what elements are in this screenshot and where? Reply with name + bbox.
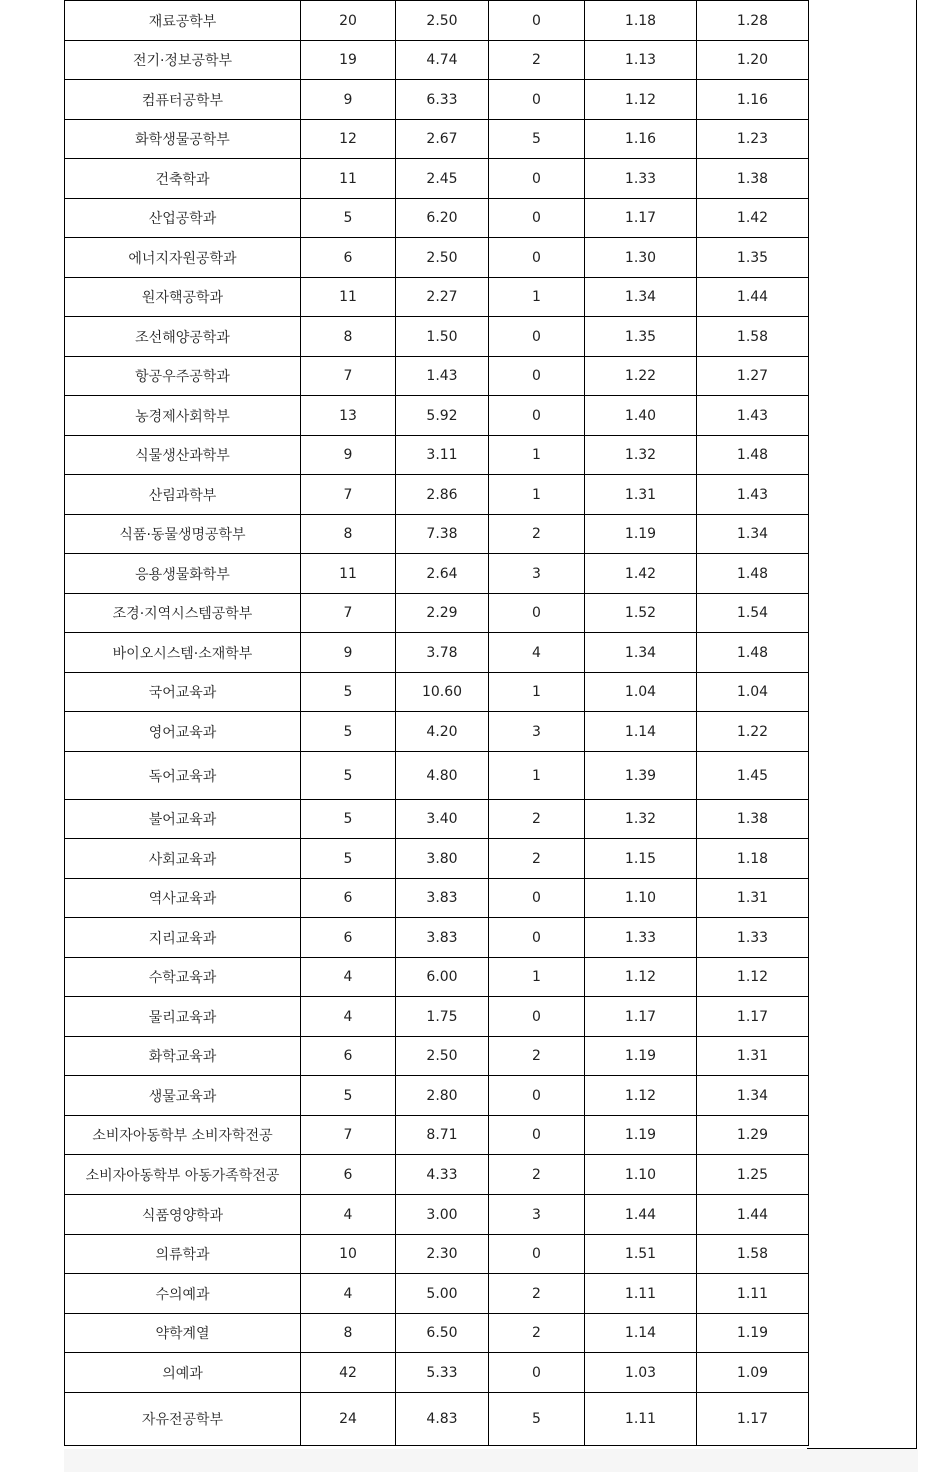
cutoff-grade-cell: 1.44 xyxy=(697,1195,809,1235)
competition-ratio-cell: 4.83 xyxy=(396,1393,489,1446)
department-cell: 조경·지역시스템공학부 xyxy=(65,594,301,633)
quota-cell: 20 xyxy=(301,1,396,41)
quota-cell: 9 xyxy=(301,633,396,673)
table-row xyxy=(65,1116,809,1155)
table-row xyxy=(65,839,809,879)
department-cell: 바이오시스템·소재학부 xyxy=(65,633,301,673)
cutoff-grade-cell: 1.58 xyxy=(697,317,809,357)
additional-pass-cell: 2 xyxy=(489,1155,585,1195)
quota-cell: 5 xyxy=(301,752,396,800)
quota-cell: 5 xyxy=(301,1076,396,1116)
table-row xyxy=(65,752,809,800)
additional-pass-cell: 0 xyxy=(489,317,585,357)
additional-pass-cell: 0 xyxy=(489,357,585,396)
admission-results-table xyxy=(64,0,809,1446)
department-cell: 산업공학과 xyxy=(65,199,301,238)
department-cell: 의예과 xyxy=(65,1353,301,1393)
average-grade-cell: 1.51 xyxy=(585,1235,697,1274)
additional-pass-cell: 5 xyxy=(489,1393,585,1446)
department-cell: 화학생물공학부 xyxy=(65,120,301,159)
average-grade-cell: 1.19 xyxy=(585,1116,697,1155)
table-row xyxy=(65,199,809,238)
table-row xyxy=(65,120,809,159)
average-grade-cell: 1.12 xyxy=(585,80,697,120)
department-cell: 재료공학부 xyxy=(65,1,301,41)
frame-right-border xyxy=(916,0,917,1449)
cutoff-grade-cell: 1.42 xyxy=(697,199,809,238)
department-cell: 역사교육과 xyxy=(65,879,301,918)
cutoff-grade-cell: 1.31 xyxy=(697,1037,809,1076)
average-grade-cell: 1.16 xyxy=(585,120,697,159)
average-grade-cell: 1.34 xyxy=(585,278,697,317)
cutoff-grade-cell: 1.45 xyxy=(697,752,809,800)
cutoff-grade-cell: 1.44 xyxy=(697,278,809,317)
additional-pass-cell: 2 xyxy=(489,839,585,879)
quota-cell: 10 xyxy=(301,1235,396,1274)
table-row xyxy=(65,436,809,475)
average-grade-cell: 1.35 xyxy=(585,317,697,357)
additional-pass-cell: 3 xyxy=(489,554,585,594)
quota-cell: 8 xyxy=(301,317,396,357)
competition-ratio-cell: 4.33 xyxy=(396,1155,489,1195)
cutoff-grade-cell: 1.48 xyxy=(697,633,809,673)
department-cell: 의류학과 xyxy=(65,1235,301,1274)
table-row xyxy=(65,958,809,997)
competition-ratio-cell: 3.83 xyxy=(396,879,489,918)
average-grade-cell: 1.44 xyxy=(585,1195,697,1235)
quota-cell: 5 xyxy=(301,839,396,879)
table-row xyxy=(65,1314,809,1353)
quota-cell: 8 xyxy=(301,515,396,554)
quota-cell: 7 xyxy=(301,357,396,396)
competition-ratio-cell: 2.50 xyxy=(396,1037,489,1076)
quota-cell: 6 xyxy=(301,1037,396,1076)
department-cell: 건축학과 xyxy=(65,159,301,199)
department-cell: 전기·정보공학부 xyxy=(65,41,301,80)
table-row xyxy=(65,396,809,436)
table-row xyxy=(65,633,809,673)
additional-pass-cell: 0 xyxy=(489,199,585,238)
competition-ratio-cell: 2.45 xyxy=(396,159,489,199)
department-cell: 국어교육과 xyxy=(65,673,301,712)
department-cell: 식품영양학과 xyxy=(65,1195,301,1235)
quota-cell: 11 xyxy=(301,554,396,594)
department-cell: 농경제사회학부 xyxy=(65,396,301,436)
quota-cell: 5 xyxy=(301,673,396,712)
average-grade-cell: 1.04 xyxy=(585,673,697,712)
competition-ratio-cell: 3.11 xyxy=(396,436,489,475)
quota-cell: 24 xyxy=(301,1393,396,1446)
table-row xyxy=(65,673,809,712)
quota-cell: 4 xyxy=(301,1195,396,1235)
competition-ratio-cell: 5.92 xyxy=(396,396,489,436)
competition-ratio-cell: 4.74 xyxy=(396,41,489,80)
average-grade-cell: 1.32 xyxy=(585,436,697,475)
average-grade-cell: 1.17 xyxy=(585,997,697,1037)
quota-cell: 42 xyxy=(301,1353,396,1393)
table-row xyxy=(65,1195,809,1235)
cutoff-grade-cell: 1.43 xyxy=(697,396,809,436)
average-grade-cell: 1.19 xyxy=(585,1037,697,1076)
cutoff-grade-cell: 1.18 xyxy=(697,839,809,879)
average-grade-cell: 1.17 xyxy=(585,199,697,238)
competition-ratio-cell: 2.80 xyxy=(396,1076,489,1116)
average-grade-cell: 1.19 xyxy=(585,515,697,554)
table-row xyxy=(65,475,809,515)
table-row xyxy=(65,712,809,752)
table-row xyxy=(65,1274,809,1314)
department-cell: 소비자아동학부 소비자학전공 xyxy=(65,1116,301,1155)
cutoff-grade-cell: 1.31 xyxy=(697,879,809,918)
department-cell: 영어교육과 xyxy=(65,712,301,752)
department-cell: 화학교육과 xyxy=(65,1037,301,1076)
table-row xyxy=(65,879,809,918)
average-grade-cell: 1.13 xyxy=(585,41,697,80)
competition-ratio-cell: 1.50 xyxy=(396,317,489,357)
additional-pass-cell: 2 xyxy=(489,1314,585,1353)
quota-cell: 9 xyxy=(301,80,396,120)
department-cell: 원자핵공학과 xyxy=(65,278,301,317)
additional-pass-cell: 0 xyxy=(489,918,585,958)
department-cell: 독어교육과 xyxy=(65,752,301,800)
quota-cell: 19 xyxy=(301,41,396,80)
additional-pass-cell: 0 xyxy=(489,1353,585,1393)
competition-ratio-cell: 5.00 xyxy=(396,1274,489,1314)
cutoff-grade-cell: 1.43 xyxy=(697,475,809,515)
additional-pass-cell: 0 xyxy=(489,80,585,120)
additional-pass-cell: 0 xyxy=(489,159,585,199)
competition-ratio-cell: 8.71 xyxy=(396,1116,489,1155)
average-grade-cell: 1.22 xyxy=(585,357,697,396)
cutoff-grade-cell: 1.11 xyxy=(697,1274,809,1314)
average-grade-cell: 1.12 xyxy=(585,958,697,997)
cutoff-grade-cell: 1.33 xyxy=(697,918,809,958)
table-row xyxy=(65,918,809,958)
additional-pass-cell: 1 xyxy=(489,673,585,712)
department-cell: 조선해양공학과 xyxy=(65,317,301,357)
additional-pass-cell: 1 xyxy=(489,475,585,515)
additional-pass-cell: 1 xyxy=(489,752,585,800)
additional-pass-cell: 2 xyxy=(489,41,585,80)
table-row xyxy=(65,594,809,633)
competition-ratio-cell: 3.80 xyxy=(396,839,489,879)
competition-ratio-cell: 3.00 xyxy=(396,1195,489,1235)
quota-cell: 12 xyxy=(301,120,396,159)
average-grade-cell: 1.42 xyxy=(585,554,697,594)
department-cell: 식물생산과학부 xyxy=(65,436,301,475)
additional-pass-cell: 1 xyxy=(489,436,585,475)
quota-cell: 11 xyxy=(301,278,396,317)
quota-cell: 7 xyxy=(301,475,396,515)
competition-ratio-cell: 4.20 xyxy=(396,712,489,752)
quota-cell: 6 xyxy=(301,879,396,918)
additional-pass-cell: 5 xyxy=(489,120,585,159)
department-cell: 물리교육과 xyxy=(65,997,301,1037)
cutoff-grade-cell: 1.48 xyxy=(697,554,809,594)
cutoff-grade-cell: 1.19 xyxy=(697,1314,809,1353)
department-cell: 지리교육과 xyxy=(65,918,301,958)
quota-cell: 8 xyxy=(301,1314,396,1353)
additional-pass-cell: 3 xyxy=(489,1195,585,1235)
competition-ratio-cell: 2.64 xyxy=(396,554,489,594)
additional-pass-cell: 0 xyxy=(489,1235,585,1274)
cutoff-grade-cell: 1.04 xyxy=(697,673,809,712)
table-row xyxy=(65,1076,809,1116)
department-cell: 약학계열 xyxy=(65,1314,301,1353)
competition-ratio-cell: 7.38 xyxy=(396,515,489,554)
average-grade-cell: 1.30 xyxy=(585,238,697,278)
additional-pass-cell: 0 xyxy=(489,396,585,436)
competition-ratio-cell: 2.27 xyxy=(396,278,489,317)
additional-pass-cell: 3 xyxy=(489,712,585,752)
competition-ratio-cell: 2.50 xyxy=(396,1,489,41)
department-cell: 에너지자원공학과 xyxy=(65,238,301,278)
competition-ratio-cell: 4.80 xyxy=(396,752,489,800)
bottom-margin xyxy=(64,1449,918,1472)
average-grade-cell: 1.33 xyxy=(585,918,697,958)
competition-ratio-cell: 2.50 xyxy=(396,238,489,278)
average-grade-cell: 1.15 xyxy=(585,839,697,879)
competition-ratio-cell: 1.75 xyxy=(396,997,489,1037)
average-grade-cell: 1.14 xyxy=(585,712,697,752)
department-cell: 산림과학부 xyxy=(65,475,301,515)
table-row xyxy=(65,278,809,317)
department-cell: 사회교육과 xyxy=(65,839,301,879)
quota-cell: 6 xyxy=(301,918,396,958)
department-cell: 생물교육과 xyxy=(65,1076,301,1116)
competition-ratio-cell: 3.83 xyxy=(396,918,489,958)
average-grade-cell: 1.39 xyxy=(585,752,697,800)
cutoff-grade-cell: 1.25 xyxy=(697,1155,809,1195)
department-cell: 수학교육과 xyxy=(65,958,301,997)
additional-pass-cell: 0 xyxy=(489,879,585,918)
cutoff-grade-cell: 1.48 xyxy=(697,436,809,475)
table-row xyxy=(65,80,809,120)
competition-ratio-cell: 6.50 xyxy=(396,1314,489,1353)
additional-pass-cell: 2 xyxy=(489,1274,585,1314)
cutoff-grade-cell: 1.34 xyxy=(697,1076,809,1116)
quota-cell: 4 xyxy=(301,997,396,1037)
table-row xyxy=(65,238,809,278)
quota-cell: 5 xyxy=(301,199,396,238)
cutoff-grade-cell: 1.17 xyxy=(697,997,809,1037)
table-row xyxy=(65,41,809,80)
quota-cell: 6 xyxy=(301,1155,396,1195)
additional-pass-cell: 2 xyxy=(489,515,585,554)
competition-ratio-cell: 5.33 xyxy=(396,1353,489,1393)
average-grade-cell: 1.10 xyxy=(585,879,697,918)
cutoff-grade-cell: 1.35 xyxy=(697,238,809,278)
cutoff-grade-cell: 1.38 xyxy=(697,800,809,839)
quota-cell: 9 xyxy=(301,436,396,475)
quota-cell: 4 xyxy=(301,1274,396,1314)
table-row xyxy=(65,357,809,396)
cutoff-grade-cell: 1.28 xyxy=(697,1,809,41)
table-row xyxy=(65,1037,809,1076)
competition-ratio-cell: 3.78 xyxy=(396,633,489,673)
average-grade-cell: 1.11 xyxy=(585,1393,697,1446)
average-grade-cell: 1.14 xyxy=(585,1314,697,1353)
average-grade-cell: 1.12 xyxy=(585,1076,697,1116)
additional-pass-cell: 4 xyxy=(489,633,585,673)
competition-ratio-cell: 3.40 xyxy=(396,800,489,839)
quota-cell: 13 xyxy=(301,396,396,436)
table-body xyxy=(65,1,809,1446)
department-cell: 소비자아동학부 아동가족학전공 xyxy=(65,1155,301,1195)
department-cell: 컴퓨터공학부 xyxy=(65,80,301,120)
average-grade-cell: 1.11 xyxy=(585,1274,697,1314)
quota-cell: 7 xyxy=(301,594,396,633)
department-cell: 불어교육과 xyxy=(65,800,301,839)
quota-cell: 5 xyxy=(301,800,396,839)
additional-pass-cell: 2 xyxy=(489,1037,585,1076)
competition-ratio-cell: 6.33 xyxy=(396,80,489,120)
cutoff-grade-cell: 1.38 xyxy=(697,159,809,199)
table-row xyxy=(65,1,809,41)
cutoff-grade-cell: 1.22 xyxy=(697,712,809,752)
cutoff-grade-cell: 1.58 xyxy=(697,1235,809,1274)
cutoff-grade-cell: 1.54 xyxy=(697,594,809,633)
average-grade-cell: 1.18 xyxy=(585,1,697,41)
additional-pass-cell: 0 xyxy=(489,997,585,1037)
cutoff-grade-cell: 1.23 xyxy=(697,120,809,159)
department-cell: 자유전공학부 xyxy=(65,1393,301,1446)
cutoff-grade-cell: 1.17 xyxy=(697,1393,809,1446)
table-row xyxy=(65,1155,809,1195)
average-grade-cell: 1.32 xyxy=(585,800,697,839)
cutoff-grade-cell: 1.20 xyxy=(697,41,809,80)
competition-ratio-cell: 2.67 xyxy=(396,120,489,159)
cutoff-grade-cell: 1.27 xyxy=(697,357,809,396)
competition-ratio-cell: 6.20 xyxy=(396,199,489,238)
additional-pass-cell: 1 xyxy=(489,278,585,317)
average-grade-cell: 1.52 xyxy=(585,594,697,633)
department-cell: 식품·동물생명공학부 xyxy=(65,515,301,554)
cutoff-grade-cell: 1.12 xyxy=(697,958,809,997)
average-grade-cell: 1.33 xyxy=(585,159,697,199)
left-margin xyxy=(0,0,64,1472)
average-grade-cell: 1.31 xyxy=(585,475,697,515)
competition-ratio-cell: 1.43 xyxy=(396,357,489,396)
table-row xyxy=(65,515,809,554)
competition-ratio-cell: 6.00 xyxy=(396,958,489,997)
table-row xyxy=(65,800,809,839)
cutoff-grade-cell: 1.16 xyxy=(697,80,809,120)
department-cell: 항공우주공학과 xyxy=(65,357,301,396)
average-grade-cell: 1.34 xyxy=(585,633,697,673)
average-grade-cell: 1.03 xyxy=(585,1353,697,1393)
cutoff-grade-cell: 1.34 xyxy=(697,515,809,554)
table-row xyxy=(65,997,809,1037)
department-cell: 응용생물화학부 xyxy=(65,554,301,594)
average-grade-cell: 1.10 xyxy=(585,1155,697,1195)
average-grade-cell: 1.40 xyxy=(585,396,697,436)
quota-cell: 5 xyxy=(301,712,396,752)
additional-pass-cell: 0 xyxy=(489,1076,585,1116)
table-row xyxy=(65,554,809,594)
department-cell: 수의예과 xyxy=(65,1274,301,1314)
quota-cell: 4 xyxy=(301,958,396,997)
cutoff-grade-cell: 1.09 xyxy=(697,1353,809,1393)
table-row xyxy=(65,1353,809,1393)
table-row xyxy=(65,317,809,357)
additional-pass-cell: 0 xyxy=(489,1116,585,1155)
table-row xyxy=(65,1393,809,1446)
competition-ratio-cell: 2.86 xyxy=(396,475,489,515)
quota-cell: 6 xyxy=(301,238,396,278)
additional-pass-cell: 1 xyxy=(489,958,585,997)
table-row xyxy=(65,1235,809,1274)
competition-ratio-cell: 2.29 xyxy=(396,594,489,633)
competition-ratio-cell: 10.60 xyxy=(396,673,489,712)
cutoff-grade-cell: 1.29 xyxy=(697,1116,809,1155)
additional-pass-cell: 2 xyxy=(489,800,585,839)
competition-ratio-cell: 2.30 xyxy=(396,1235,489,1274)
table-row xyxy=(65,159,809,199)
additional-pass-cell: 0 xyxy=(489,1,585,41)
quota-cell: 7 xyxy=(301,1116,396,1155)
quota-cell: 11 xyxy=(301,159,396,199)
additional-pass-cell: 0 xyxy=(489,238,585,278)
additional-pass-cell: 0 xyxy=(489,594,585,633)
